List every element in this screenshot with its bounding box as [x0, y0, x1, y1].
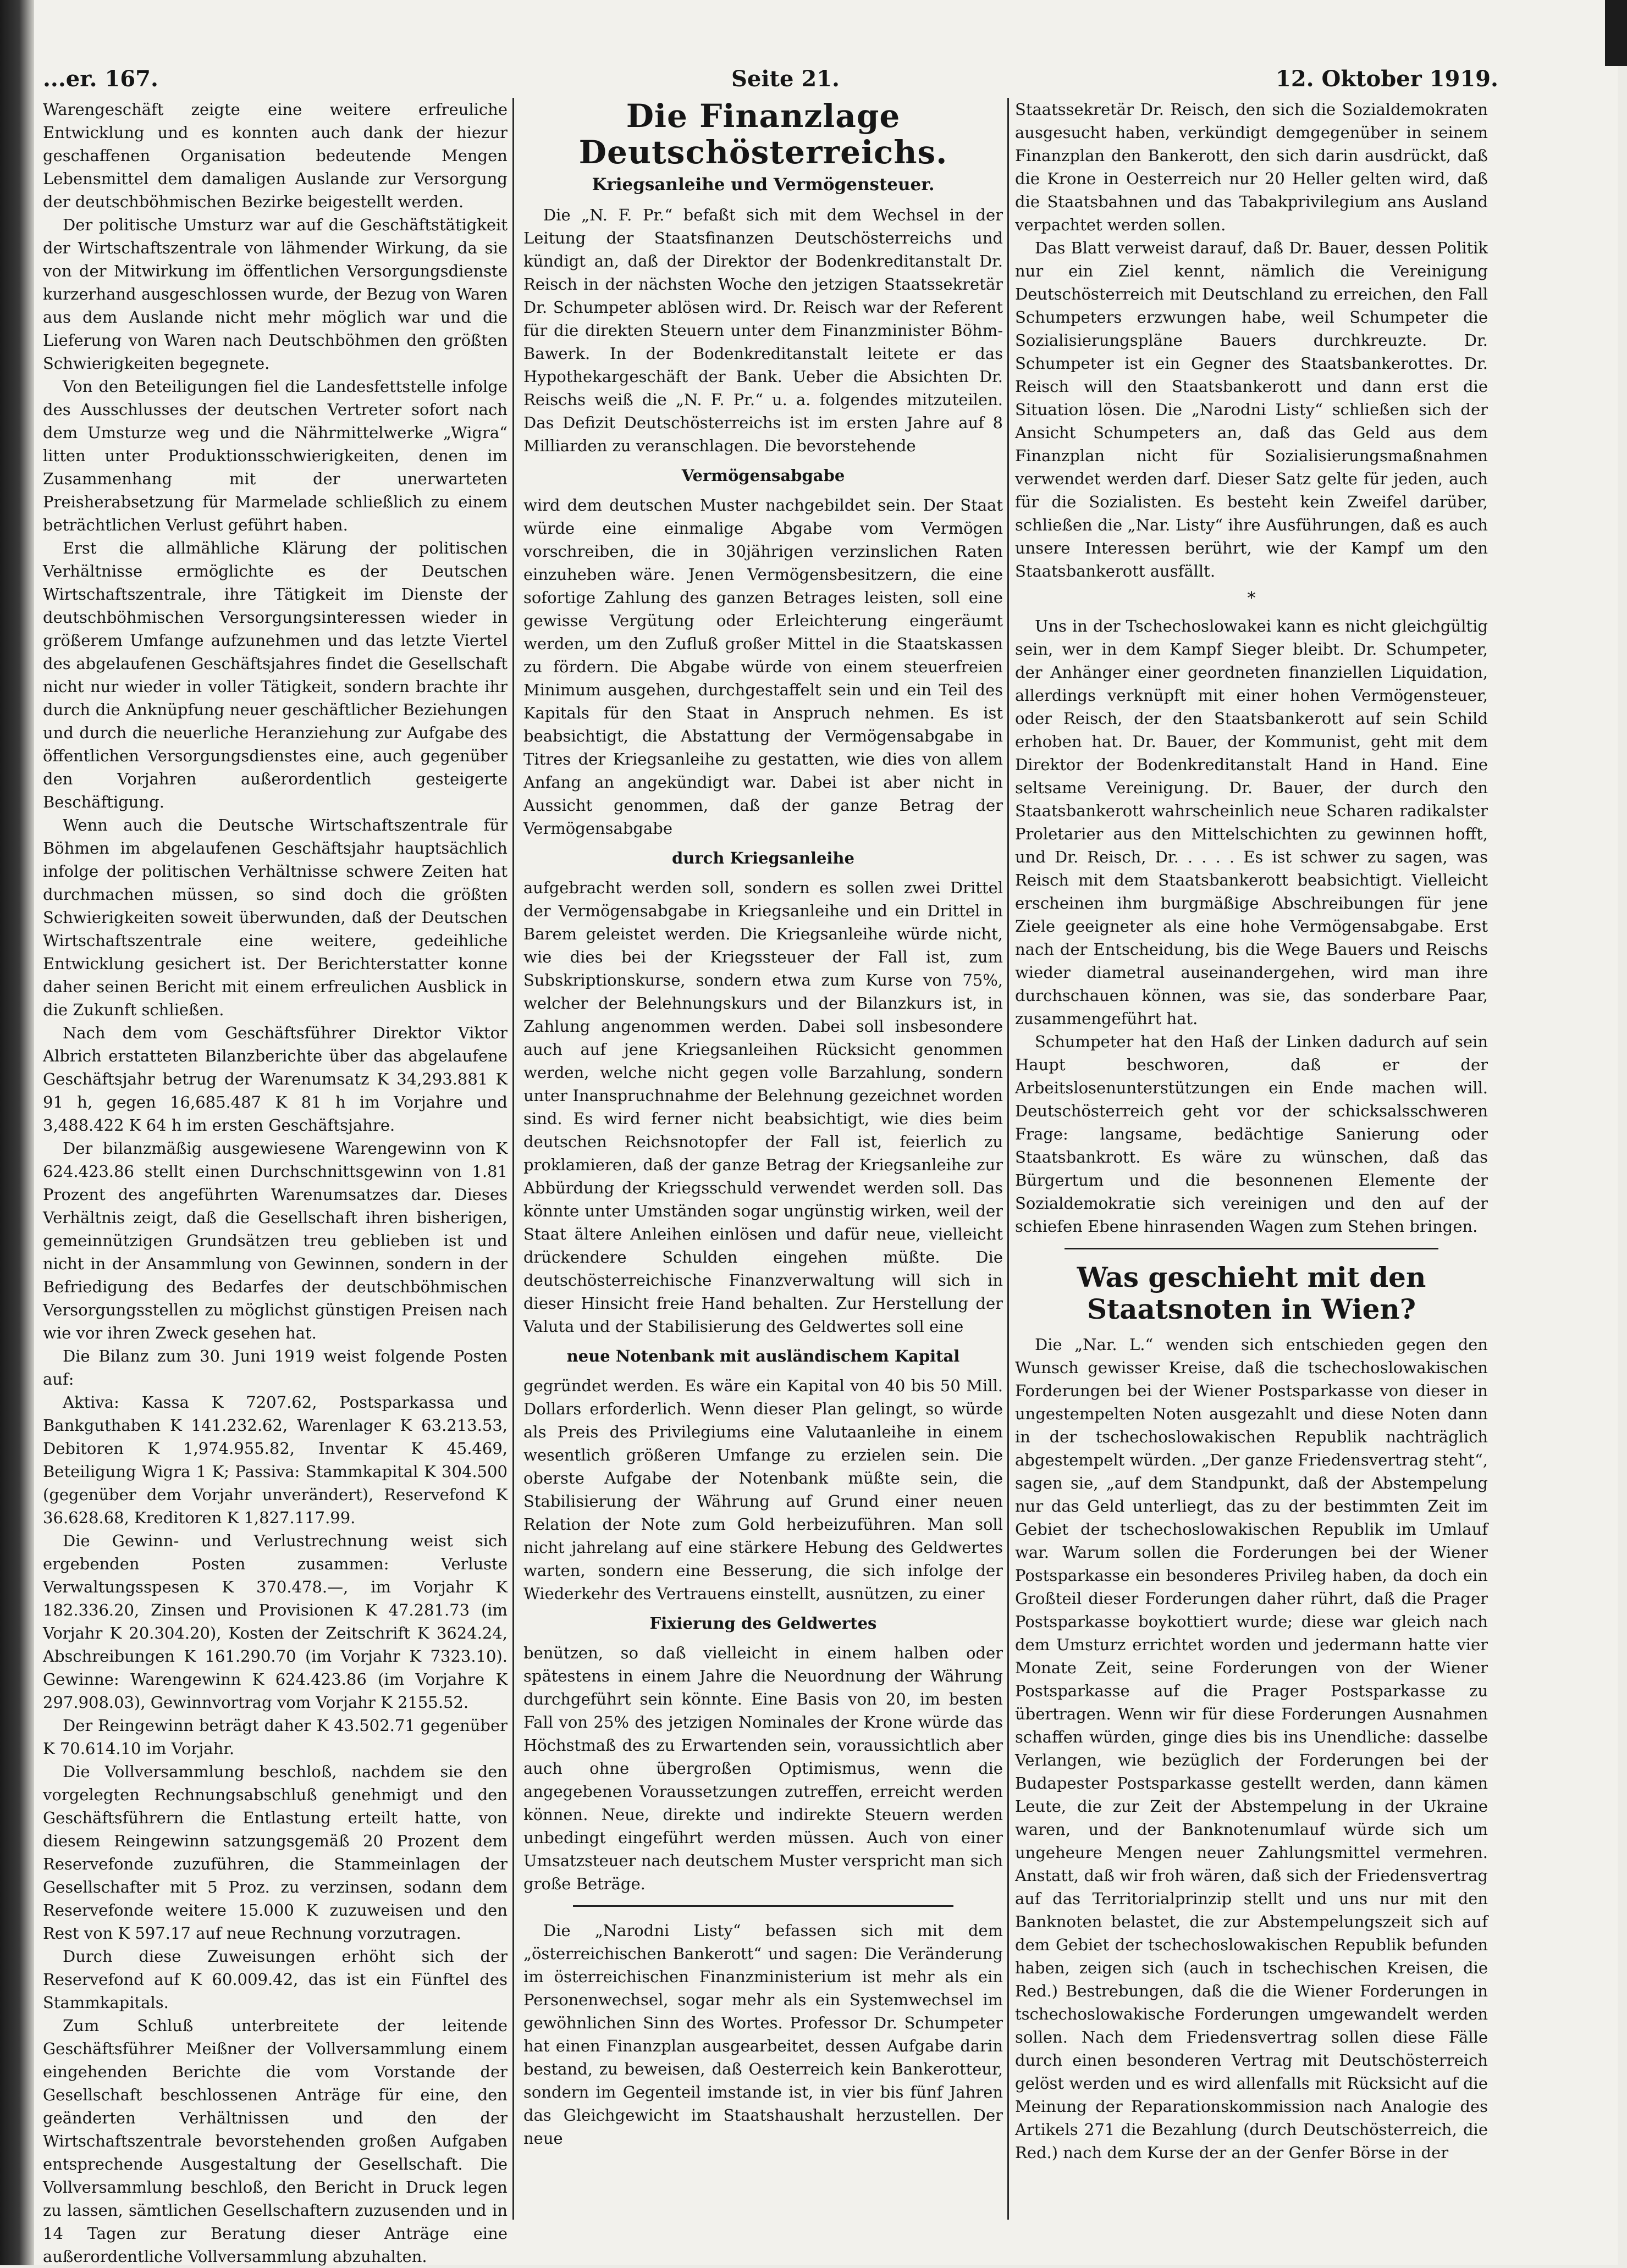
section-subhead: durch Kriegsanleihe — [672, 849, 854, 867]
page-left-edge — [0, 0, 34, 2265]
header-page-number: Seite 21. — [731, 66, 840, 92]
paragraph: Nach dem vom Geschäftsführer Direktor Viktor Albrich erstatteten Bilanzberichte über das abgelaufene Geschäftsjahr betrug der Warenumsatz K 34,293.881 K 91 h, gegen 16,685.487 K 81 h im Vorjahre und 3,488.422 K 64 h im ersten Geschäftsjahre. — [43, 1024, 508, 1135]
paragraph: Die Bilanz zum 30. Juni 1919 weist folgende Posten auf: — [43, 1347, 508, 1389]
column-middle — [523, 98, 1003, 2231]
paragraph: Die Gewinn- und Verlustrechnung weist sich ergebenden Posten zusammen: Verluste Verwaltungsspesen K 370.478.—, im Vorjahr K 182.336.20, Zinsen und Provisionen K 47.281.73 (im Vorjahr K 20.304.20), Kosten der Zeitschrift K 3624.24, Abschreibungen K 161.290.70 (im Vorjahr K 7323.10). Gewinne: Warengewinn K 624.423.86 (im Vorjahre K 297.908.03), Gewinnvortrag vom Vorjahr K 2155.52. — [43, 1531, 508, 1712]
paragraph: gegründet werden. Es wäre ein Kapital von 40 bis 50 Mill. Dollars erforderlich. Wenn dieser Plan gelingt, so würde als Preis des Privilegiums eine Valutaanleihe in einem wesentlich größeren Umfange zu erzielen sein. Die oberste Aufgabe der Notenbank müßte sein, die Stabilisierung der Währung auf Grund einer neuen Relation der Note zum Gold herbeizuführen. Man soll nicht jahrelang auf eine stärkere Hebung des Geldwertes warten, sondern eine Besserung, die sich infolge der Wiederkehr des Vertrauens einstellt, ausnützen, zu einer — [523, 1376, 1003, 1603]
section-separator — [1065, 1248, 1438, 1249]
paragraph: Uns in der Tschechoslowakei kann es nicht gleichgültig sein, wer in dem Kampf Sieger bleibt. Dr. Schumpeter, der Anhänger einer geordneten finanziellen Liquidation, allerdings verknüpft mit einer hohen Vermögensteuer, oder Reisch, der den Staatsbankerott auf sein Schild erhoben hat. Dr. Bauer, der Kommunist, geht mit dem Direktor der Bodenkreditanstalt Hand in Hand. Eine seltsame Vereinigung. Dr. Bauer, der durch den Staatsbankerott wahrscheinlich neue Scharen radikalster Proletarier aus den Mittelschichten zu gewinnen hofft, und Dr. Reisch, Dr. . . . . Es ist schwer zu sagen, was Reisch mit dem Staatsbankerott beabsichtigt. Vielleicht erscheinen ihm burgmäßige Abschreibungen für jene Ziele geeigneter als eine hohe Vermögensabgabe. Erst nach der Entscheidung, bis die Wege Bauers und Reischs wieder diametral auseinandergehen, wird man ihre durchschauen können, was sie, das sonderbare Paar, zusammengeführt hat. — [1015, 617, 1488, 1028]
paragraph: Aktiva: Kassa K 7207.62, Postsparkassa und Bankguthaben K 141.232.62, Warenlager K 63.213.53, Debitoren K 1,974.955.82, Inventar K 45.469, Beteiligung Wigra 1 K; Passiva: Stammkapital K 304.500 (gegenüber dem Vorjahr unverändert), Reservefond K 36.628.68, Kreditoren K 1,827.117.99. — [43, 1393, 508, 1527]
page-corner-shadow — [1605, 0, 1627, 66]
paragraph: Erst die allmähliche Klärung der politischen Verhältnisse ermöglichte es der Deutschen Wirtschaftszentrale, ihre Tätigkeit im Dienste der deutschböhmischen Versorgungsinteressen wieder in größerem Umfange aufzunehmen und das letzte Viertel des abgelaufenen Geschäftsjahres findet die Gesellschaft nicht nur wieder in voller Tätigkeit, sondern brachte ihr durch die Anknüpfung neuer geschäftlicher Beziehungen und durch die neuerliche Heranziehung zur Aufgabe des öffentlichen Versorgungsdienstes eine, auch gegenüber den Vorjahren außerordentlich gesteigerte Beschäftigung. — [43, 539, 508, 811]
paragraph: Staatssekretär Dr. Reisch, den sich die Sozialdemokraten ausgesucht haben, verkündigt demgegenüber in seinem Finanzplan den Bankerott, den sich darin ausdrückt, daß die Krone in Oesterreich nur 20 Heller gelten wird, daß die Staatsbahnen und das Tabakprivilegium ans Ausland verpachtet werden sollen. — [1015, 100, 1488, 234]
article-headline: Was geschieht mit den Staatsnoten in Wien? — [1077, 1261, 1426, 1325]
paragraph: Wenn auch die Deutsche Wirtschaftszentrale für Böhmen im abgelaufenen Geschäftsjahr hauptsächlich infolge der politischen Verhältnisse schwere Zeiten hat durchmachen müssen, so sind doch die größten Schwierigkeiten soweit überwunden, daß der Deutschen Wirtschaftszentrale eine weitere, gedeihliche Entwicklung gesichert ist. Der Berichterstatter konne daher seinen Bericht mit einem erfreulichen Ausblick in die Zukunft schließen. — [43, 816, 508, 1019]
paragraph: Der bilanzmäßig ausgewiesene Warengewinn von K 624.423.86 stellt einen Durchschnittsgewinn von 1.81 Prozent des angeführten Warenumsatzes dar. Dieses Verhältnis zeigt, daß die Gesellschaft ihren bisherigen, gemeinnützigen Grundsätzen treu geblieben ist und nicht in der Ansammlung von Gewinnen, sondern in der Befriedigung des Bedarfes der deutschböhmischen Versorgungsstellen zu möglichst günstigen Preisen nach wie vor ihren Zweck gesehen hat. — [43, 1139, 508, 1342]
paragraph: Der politische Umsturz war auf die Geschäftstätigkeit der Wirtschaftszentrale von lähmender Wirkung, da sie von der Mitwirkung im öffentlichen Versorgungsdienste kurzerhand ausgeschlossen wurde, der Bezug von Waren aus dem Auslande nicht mehr möglich war und die Lieferung von Waren nach Deutschböhmen den größten Schwierigkeiten begegnete. — [43, 215, 508, 373]
paragraph: Die „N. F. Pr.“ befaßt sich mit dem Wechsel in der Leitung der Staatsfinanzen Deutschösterreichs und kündigt an, daß der Direktor der Bodenkreditanstalt Dr. Reisch in der nächsten Woche den jetzigen Staatssekretär Dr. Schumpeter ablösen wird. Dr. Reisch war der Referent für die direkten Steuern unter dem Finanzminister Böhm-Bawerk. In der Bodenkreditanstalt leitete er das Hypothekargeschäft der Bank. Ueber die Absichten Dr. Reischs weiß die „N. F. Pr.“ u. a. folgendes mitzuteilen. Das Defizit Deutschösterreichs ist im ersten Jahre auf 8 Milliarden zu veranschlagen. Die bevorstehende — [523, 206, 1003, 455]
section-subhead: neue Notenbank mit ausländischem Kapital — [566, 1347, 960, 1365]
paragraph: Zum Schluß unterbreitete der leitende Geschäftsführer Meißner der Vollversammlung einem eingehenden Berichte die vom Vorstande der Gesellschaft beschlossenen Anträge für eine, den geänderten Verhältnissen und den der Wirtschaftszentrale bevorstehenden großen Aufgaben entsprechende Ausgestaltung der Gesellschaft. Die Vollversammlung beschloß, den Bericht in Druck legen zu lassen, sämtlichen Gesellschaftern zuzusenden und in 14 Tagen zur Beratung dieser Anträge eine außerordentliche Vollversammlung abzuhalten. — [43, 2016, 508, 2266]
column-right — [1015, 98, 1488, 2231]
paragraph: wird dem deutschen Muster nachgebildet sein. Der Staat würde eine einmalige Abgabe vom Vermögen vorschreiben, die in 30jährigen verzinslichen Raten einzuheben wäre. Jenen Vermögensbesitzern, die eine sofortige Zahlung des ganzen Betrages leisten, soll eine gewisse Vergütung oder Erleichterung eingeräumt werden, um den Zufluß großer Mittel in die Staatskassen zu fördern. Die Abgabe würde von einem steuerfreien Minimum ausgehen, durchgestaffelt sein und ein Teil des Kapitals für den Staat in Anspruch nehmen. Es ist beabsichtigt, die Abstattung der Vermögensabgabe in Titres der Kriegsanleihe zu gestatten, wie dies von allem Anfang an angekündigt war. Dabei ist aber nicht in Aussicht genommen, daß der ganze Betrag der Vermögensabgabe — [523, 496, 1003, 838]
paragraph: benützen, so daß vielleicht in einem halben oder spätestens in einem Jahre die Neuordnung der Währung durchgeführt sein könnte. Eine Basis von 20, im besten Fall von 25% des jetzigen Nominales der Krone würde das Höchstmaß des zu Erwartenden sein, voraussichtlich aber auch ohne übergroßen Optimismus, wenn die angegebenen Voraussetzungen zutreffen, erreicht werden können. Neue, direkte und indirekte Steuern werden unbedingt eingeführt werden müssen. Auch von einer Umsatzsteuer nach deutschem Muster verspricht man sich große Beträge. — [523, 1644, 1003, 1893]
paragraph: Durch diese Zuweisungen erhöht sich der Reservefond auf K 60.009.42, das ist ein Fünftel des Stammkapitals. — [43, 1947, 508, 2012]
paragraph: aufgebracht werden soll, sondern es sollen zwei Drittel der Vermögensabgabe in Kriegsanleihe und ein Drittel in Barem geleistet werden. Die Kriegsanleihe würde nicht, wie dies bei der Kriegssteuer der Fall ist, zum Subskriptionskurse, sondern etwa zum Kurse von 75%, welcher der Belehnungskurs und der Bilanzkurs ist, in Zahlung angenommen werden. Dabei soll insbesondere auch auf jene Kriegsanleihen Rücksicht genommen werden, welche nicht gegen volle Barzahlung, sondern unter Inanspruchnahme der Belehnung gezeichnet worden sind. Es wird ferner nicht beabsichtigt, wie dies beim deutschen Reichsnotopfer der Fall ist, feierlich zu proklamieren, daß der ganze Betrag der Kriegsanleihe zur Abbürdung der Kriegsschuld verwendet werden soll. Das könnte unter Umständen sogar ungünstig wirken, weil der Staat ältere Anleihen einlösen und dafür neue, vielleicht drückendere Schulden eingehen müßte. Die deutschösterreichische Finanzverwaltung will sich in dieser Hinsicht freie Hand behalten. Zur Herstellung der Valuta und der Stabilisierung des Geldwertes soll eine — [523, 878, 1003, 1336]
paragraph: Die Vollversammlung beschloß, nachdem sie den vorgelegten Rechnungsabschluß genehmigt und den Geschäftsführern die Entlastung erteilt hatte, von diesem Reingewinn satzungsgemäß 20 Prozent dem Reservefonde zuzuführen, die Stammeinlagen der Gesellschafter mit 5 Proz. zu verzinsen, sodann dem Reservefonde weitere 15.000 K zuzuweisen und den Rest von K 597.17 auf neue Rechnung vorzutragen. — [43, 1762, 508, 1943]
section-star-divider: * — [1247, 589, 1256, 608]
section-subhead: Vermögensabgabe — [681, 466, 845, 485]
column-left — [43, 98, 508, 2266]
header-issue-number: ...er. 167. — [43, 66, 158, 92]
article-headline: Die Finanzlage Deutschösterreichs. — [578, 97, 948, 171]
section-separator — [573, 1905, 953, 1907]
header-date: 12. Oktober 1919. — [1276, 66, 1498, 92]
paragraph: Das Blatt verweist darauf, daß Dr. Bauer, dessen Politik nur ein Ziel kennt, nämlich die Vereinigung Deutschösterreich mit Deutschland zu erreichen, den Fall Schumpeters erzwungen habe, weil Schumpeter die Sozialisierungspläne Bauers durchkreuzte. Dr. Schumpeter ist ein Gegner des Staatsbankerottes. Dr. Reisch will den Staatsbankerott und dann erst die Situation lösen. Die „Narodni Listy“ schließen sich der Ansicht Schumpeters an, daß das Geld aus dem Finanzplan nicht für Sozialisierungsmaßnahmen verwendet werden darf. Dieser Satz gelte für jeden, auch für die Sozialisten. Es besteht kein Zweifel darüber, schließen die „Nar. Listy“ ihre Ausführungen, daß es auch unsere Interessen berührt, wie der Kampf um den Staatsbankerott ausfällt. — [1015, 239, 1488, 580]
paragraph: Der Reingewinn beträgt daher K 43.502.71 gegenüber K 70.614.10 im Vorjahr. — [43, 1716, 508, 1758]
column-rule-2 — [1007, 98, 1009, 2220]
paragraph: Warengeschäft zeigte eine weitere erfreuliche Entwicklung und es konnten auch dank der hiezur geschaffenen Organisation bedeutende Mengen Lebensmittel dem damaligen Auslande zur Versorgung der deutschböhmischen Bezirke beigestellt werden. — [43, 100, 508, 211]
paragraph: Die „Narodni Listy“ befassen sich mit dem „österreichischen Bankerott“ und sagen: Die Veränderung im österreichischen Finanzministerium ist mehr als ein Personenwechsel, sogar mehr als ein Systemwechsel im gewöhnlichen Sinn des Wortes. Professor Dr. Schumpeter hat einen Finanzplan ausgearbeitet, dessen Aufgabe darin bestand, zu beweisen, daß Oesterreich kein Bankerotteur, sondern im Gegenteil imstande ist, in vier bis fünf Jahren das Gleichgewicht im Staatshaushalt herzustellen. Der neue — [523, 1921, 1003, 2148]
paragraph: Die „Nar. L.“ wenden sich entschieden gegen den Wunsch gewisser Kreise, daß die tschechoslowakischen Forderungen bei der Wiener Postsparkasse von dieser in ungestempelten Noten ausgezahlt und diese Noten dann in der tschechoslowakischen Republik nachträglich abgestempelt würden. „Der ganze Friedensvertrag steht“, sagen sie, „auf dem Standpunkt, daß der Abstempelung nur das Geld unterliegt, das zu der bestimmten Zeit im Gebiet der tschechoslowakischen Republik im Umlauf war. Warum sollen die Forderungen bei der Wiener Postsparkasse ein besonderes Privileg haben, da doch ein Großteil dieser Forderungen daher rührt, daß die Prager Postsparkasse boykottiert wurde; diese war gleich nach dem Umsturz errichtet worden und jedermann hatte vier Monate Zeit, seine Forderungen von der Wiener Postsparkasse auf die Prager Postsparkasse zu übertragen. Wenn wir für diese Forderungen Ausnahmen schaffen würden, ginge dies bis ins Unendliche: dasselbe Verlangen, wie bezüglich der Forderungen bei der Budapester Postsparkasse gestellt werden, dann kämen Leute, die zur Zeit der Abstempelung in der Ukraine waren, und der Banknotenumlauf würde sich um ungeheure Mengen neuer Zahlungsmittel vermehren. Anstatt, daß wir froh wären, daß sich der Friedensvertrag auf das Territorialprinzip stellt und uns nur mit den Banknoten belastet, die zur Abstempelungszeit sich auf dem Gebiet der tschechoslowakischen Republik befunden haben, zeigen sich (auch in tschechischen Kreisen, die Red.) Bestrebungen, daß die die Wiener Forderungen in tschechoslowakische Forderungen umgewandelt werden sollen. Nach dem Friedensvertrag sollen diese Fälle durch einen besonderen Vertrag mit Deutschösterreich gelöst werden und es wird allenfalls mit Rücksicht auf die Meinung der Reparationskommission nach Analogie des Artikels 271 die Bezahlung (durch Deutschösterreich, die Red.) nach dem Kurse der an der Genfer Börse in der — [1015, 1335, 1488, 2162]
column-rule-1 — [512, 98, 514, 2220]
paragraph: Von den Beteiligungen fiel die Landesfettstelle infolge des Ausschlusses der deutschen Vertreter sofort nach dem Umsturze weg und die Nährmittelwerke „Wigra“ litten unter Produktionsschwierigkeiten, denen im Zusammenhang mit der unerwarteten Preisherabsetzung für Marmelade schließlich zu einem beträchtlichen Verlust geführt haben. — [43, 377, 508, 534]
article-subheadline: Kriegsanleihe und Vermögensteuer. — [592, 175, 935, 195]
section-subhead: Fixierung des Geldwertes — [649, 1614, 877, 1633]
paragraph: Schumpeter hat den Haß der Linken dadurch auf sein Haupt beschworen, daß er der Arbeitslosenunterstützungen ein Ende machen will. Deutschösterreich geht vor der schicksalsschweren Frage: langsame, bedächtige Sanierung oder Staatsbankrott. Es wäre zu wünschen, daß das Bürgertum und die besonnenen Elemente der Sozialdemokratie sich vereinigen und den auf der schiefen Ebene hinrasenden Wagen zum Stehen bringen. — [1015, 1032, 1488, 1236]
